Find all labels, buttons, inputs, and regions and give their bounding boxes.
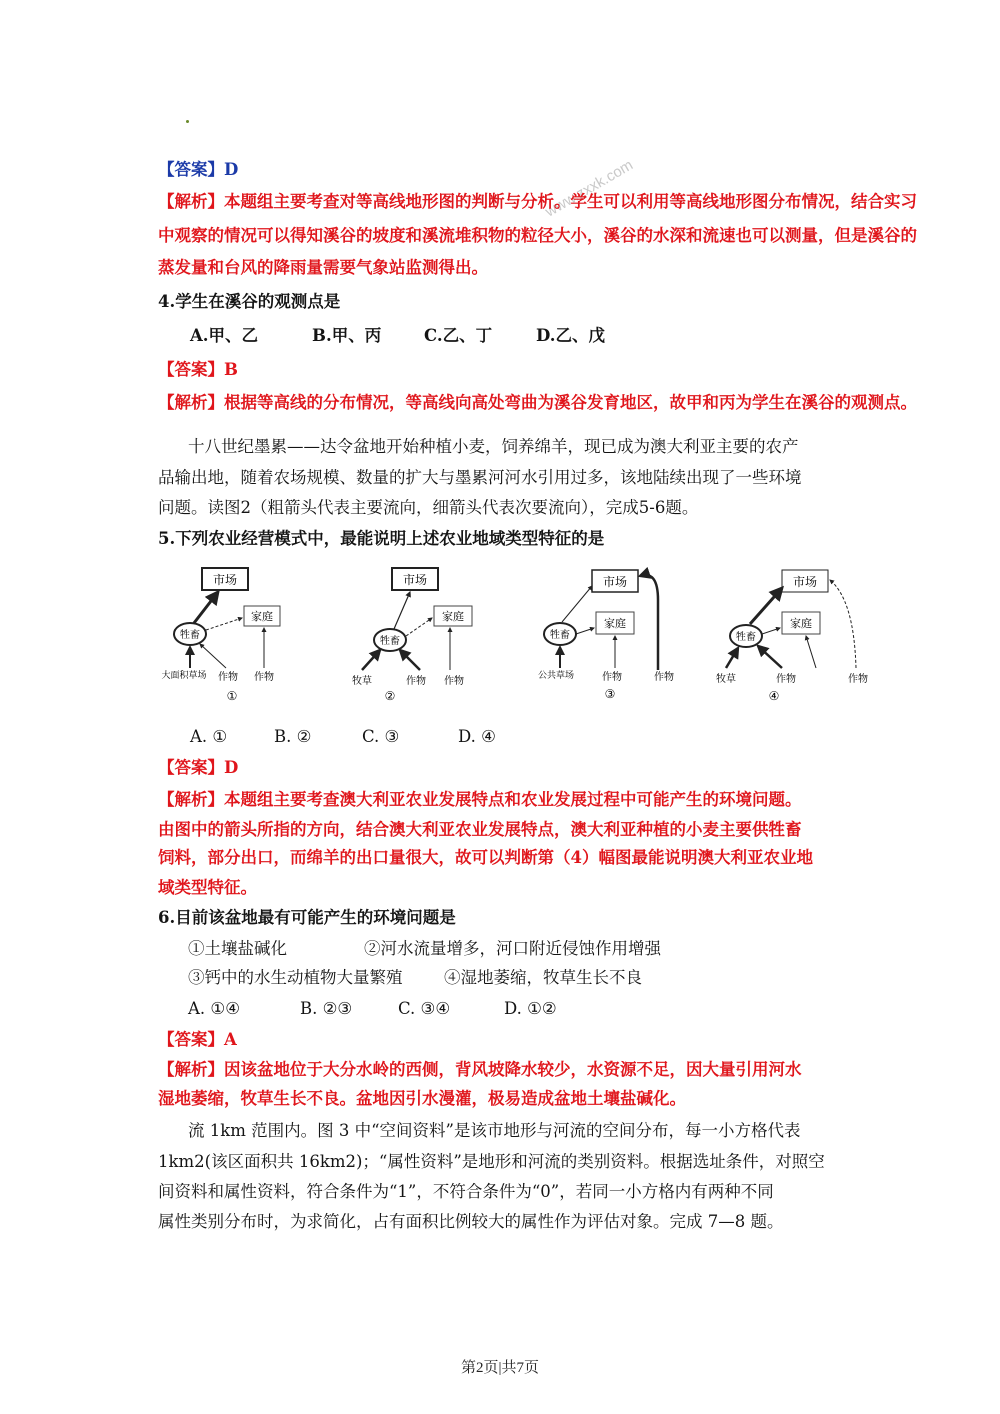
intro-5-6-line-2: 品输出地，随着农场规模、数量的扩大与墨累河河水引用过多，该地陆续出现了一些环境 — [158, 468, 802, 487]
home-label: 家庭 — [251, 610, 273, 623]
diagram-4 — [716, 570, 868, 703]
option-c: C.乙、丁 — [424, 326, 493, 345]
explanation-tag: 【解析】 — [158, 1060, 224, 1079]
option-a: A.甲、乙 — [190, 326, 259, 345]
input-1: 牧草 — [352, 676, 372, 687]
input-1: 大面积草场 — [161, 671, 207, 681]
answer-tag: 【答案】 — [158, 758, 224, 777]
diagram-1 — [161, 568, 280, 703]
item-4: ④湿地萎缩，牧草生长不良 — [444, 968, 642, 987]
input-2: 作物 — [218, 672, 238, 683]
intro-7-8-line-1: 流 1km 范围内。图 3 中“空间资料”是该市地形与河流的空间分布，每一小方格代表 — [188, 1121, 801, 1140]
item-3: ③钙中的水生动植物大量繁殖 — [188, 968, 403, 987]
option-d: D. ④ — [458, 727, 496, 746]
explanation-tag: 【解析】 — [158, 192, 224, 211]
input-2: 作物 — [406, 676, 426, 687]
market-label: 市场 — [402, 573, 428, 587]
livestock-label: 牲畜 — [180, 630, 200, 641]
input-2: 作物 — [602, 672, 622, 683]
option-b: B.甲、丙 — [312, 326, 382, 345]
explanation-3-line-1 — [158, 192, 917, 212]
explanation-4 — [158, 393, 917, 413]
explanation-tag: 【解析】 — [158, 790, 224, 809]
question-5-title: 5.下列农业经营模式中，最能说明上述农业地域类型特征的是 — [158, 529, 605, 548]
input-3: 作物 — [444, 676, 464, 687]
input-3: 作物 — [654, 672, 674, 683]
option-a: A. ① — [190, 727, 228, 746]
option-a: A. ①④ — [188, 999, 240, 1018]
page-footer: 第2页|共7页 — [460, 1360, 539, 1376]
stray-dot — [186, 120, 189, 123]
input-1: 公共草场 — [537, 671, 575, 681]
market-label: 市场 — [212, 573, 238, 587]
option-b: B. ② — [274, 727, 312, 746]
explanation-6-line-2: 湿地萎缩，牧草生长不良。盆地因引水漫灌，极易造成盆地土壤盐碱化。 — [158, 1089, 686, 1108]
question-4-title: 4.学生在溪谷的观测点是 — [158, 292, 341, 311]
intro-5-6-line-3: 问题。读图2（粗箭头代表主要流向，细箭头代表次要流向），完成5-6题。 — [158, 498, 699, 517]
market-label: 市场 — [792, 575, 818, 589]
home-label: 家庭 — [442, 610, 464, 623]
answer-tag: 【答案】 — [158, 1030, 224, 1049]
explanation-3-line-2: 中观察的情况可以得知溪谷的坡度和溪流堆积物的粒径大小，溪谷的水深和流速也可以测量，但是溪谷的 — [158, 226, 917, 245]
intro-7-8-line-2: 1km2(该区面积共 16km2)；“属性资料”是地形和河流的类别资料。根据选址条件，对照空 — [158, 1152, 825, 1171]
question-6-title: 6.目前该盆地最有可能产生的环境问题是 — [158, 908, 456, 927]
livestock-label: 牲畜 — [550, 630, 570, 641]
option-c: C. ③④ — [398, 999, 451, 1018]
agriculture-model-diagrams — [160, 560, 900, 710]
explanation-5-line-1 — [158, 790, 802, 810]
home-label: 家庭 — [604, 617, 626, 630]
option-d: D. ①② — [504, 999, 557, 1018]
explanation-tag: 【解析】 — [158, 393, 224, 412]
livestock-label: 牲畜 — [380, 636, 400, 647]
explanation-text: 因该盆地位于大分水岭的西侧，背风坡降水较少，水资源不足，因大量引用河水 — [224, 1060, 802, 1079]
intro-7-8-line-4: 属性类别分布时，为求简化，占有面积比例较大的属性作为评估对象。完成 7—8 题。 — [158, 1212, 784, 1231]
answer-value: A — [224, 1030, 237, 1049]
input-1: 牧草 — [716, 674, 736, 685]
option-c: C. ③ — [362, 727, 400, 746]
answer-value: D — [224, 160, 239, 179]
explanation-text: 根据等高线的分布情况，等高线向高处弯曲为溪谷发育地区，故甲和丙为学生在溪谷的观测点。 — [224, 393, 917, 412]
explanation-5-line-3: 饲料，部分出口，而绵羊的出口量很大，故可以判断第（4）幅图最能说明澳大利亚农业地 — [158, 848, 813, 867]
home-label: 家庭 — [790, 617, 812, 630]
intro-5-6-line-1: 十八世纪墨累——达令盆地开始种植小麦，饲养绵羊，现已成为澳大利亚主要的农产 — [188, 437, 799, 456]
intro-7-8-line-3: 间资料和属性资料，符合条件为“1”，不符合条件为“0”，若同一小方格内有两种不同 — [158, 1182, 774, 1201]
diagram-number: ③ — [604, 687, 616, 701]
explanation-5-line-4: 域类型特征。 — [158, 878, 257, 897]
diagram-number: ② — [384, 689, 396, 703]
item-2: ②河水流量增多，河口附近侵蚀作用增强 — [364, 939, 661, 958]
input-2: 作物 — [776, 674, 796, 685]
option-b: B. ②③ — [300, 999, 353, 1018]
item-1: ①土壤盐碱化 — [188, 939, 287, 958]
diagram-2 — [352, 568, 472, 703]
watermark: www.zxxk.com — [542, 156, 637, 221]
answer-value: B — [224, 360, 238, 379]
input-3: 作物 — [848, 674, 868, 685]
option-d: D.乙、戊 — [536, 326, 605, 345]
explanation-5-line-2: 由图中的箭头所指的方向，结合澳大利亚农业发展特点，澳大利亚种植的小麦主要供牲畜 — [158, 820, 802, 839]
answer-4 — [158, 360, 238, 380]
answer-6 — [158, 1030, 237, 1050]
livestock-label: 牲畜 — [736, 632, 756, 643]
diagram-number: ① — [226, 689, 238, 703]
market-label: 市场 — [602, 575, 628, 589]
answer-tag: 【答案】 — [158, 160, 224, 179]
answer-3 — [158, 160, 238, 180]
input-3: 作物 — [254, 672, 274, 683]
answer-tag: 【答案】 — [158, 360, 224, 379]
answer-5 — [158, 758, 238, 778]
diagram-3 — [538, 570, 674, 701]
diagram-number: ④ — [768, 689, 780, 703]
explanation-3-line-3: 蒸发量和台风的降雨量需要气象站监测得出。 — [158, 258, 488, 277]
answer-value: D — [224, 758, 239, 777]
explanation-6-line-1 — [158, 1060, 802, 1080]
explanation-text: 本题组主要考查对等高线地形图的判断与分析。学生可以利用等高线地形图分布情况，结合实习 — [224, 192, 917, 211]
explanation-text: 本题组主要考查澳大利亚农业发展特点和农业发展过程中可能产生的环境问题。 — [224, 790, 802, 809]
